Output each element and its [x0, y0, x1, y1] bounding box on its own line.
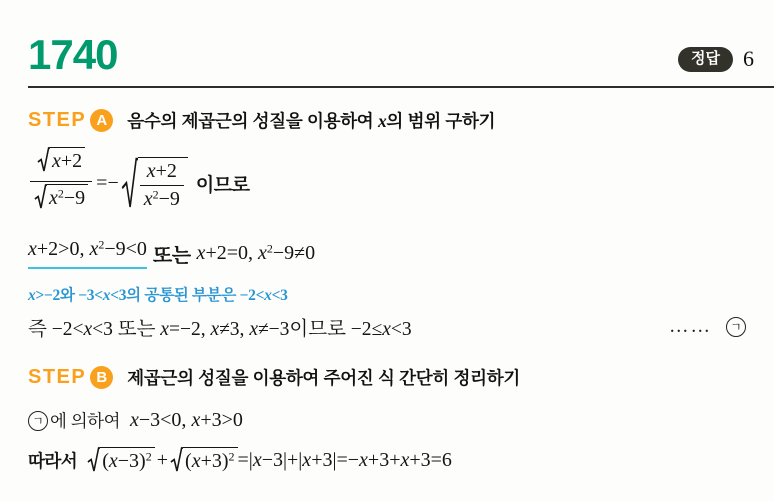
answer-area	[678, 46, 754, 76]
step-b-badge: B	[90, 366, 113, 389]
radical-sign-icon	[121, 157, 138, 211]
equation-sqrt-identity	[28, 149, 774, 218]
radical: $(x+3)^2$	[170, 447, 238, 473]
big-radical	[121, 157, 188, 211]
radical-sign-icon	[34, 184, 47, 210]
fraction-right: $\frac{x+2}{x^2-9}$	[140, 160, 184, 211]
radical-sign-icon	[170, 447, 183, 473]
radical-sign-icon	[87, 447, 100, 473]
step-b-label: STEP	[28, 366, 87, 388]
step-a-title: 음수의 제곱근의 성질을 이용하여 x의 범위 구하기	[127, 111, 496, 131]
line-by-reference	[28, 408, 774, 433]
ellipsis-dots: ……	[669, 316, 712, 337]
connector-or: 또는	[152, 245, 191, 267]
equation-final	[28, 447, 774, 473]
equation-conditions	[28, 238, 774, 269]
answer-value: 6	[743, 46, 754, 71]
reference-mark-giyeok: ㄱ	[28, 411, 48, 431]
sign-conditions: x−3<0, x+3>0	[129, 409, 243, 431]
therefore-text: 따라서	[28, 450, 78, 471]
step-a-label: STEP	[28, 109, 87, 131]
radical-sign-icon	[37, 147, 50, 173]
problem-number: 1740	[28, 31, 118, 78]
fraction-left	[30, 147, 92, 216]
underlined-conditions: x+2>0, $x^2-9<0$	[28, 238, 147, 269]
step-b-heading	[28, 365, 774, 390]
rest-conditions: x+2=0, $x^2-9\ne 0$	[196, 241, 316, 264]
by-reference-text: 에 의하여	[50, 411, 120, 431]
radical: $x^2-9$	[34, 184, 88, 210]
final-result: =|x−3|+|x+3|=−x+3+x+3=6	[237, 448, 452, 471]
answer-badge: 정답	[678, 47, 733, 72]
plus-operator: +	[156, 448, 169, 471]
eq1-suffix: 이므로	[195, 175, 250, 196]
radical: x+2	[37, 147, 85, 173]
reference-mark-giyeok: ㄱ	[726, 317, 746, 337]
radical: $(x-3)^2$	[87, 447, 155, 473]
header	[28, 31, 774, 78]
range-text: 즉 −2<x<3 또는 x=−2, x≠3, x≠−3이므로 −2≤x<3	[28, 319, 412, 340]
step-a-heading	[28, 108, 774, 133]
equals-minus: =−	[96, 172, 119, 194]
common-range-note: x>−2와 −3<x<3의 공통된 부분은 −2<x<3	[28, 287, 288, 304]
header-divider	[28, 86, 774, 88]
step-a-badge: A	[90, 109, 113, 132]
step-b-title: 제곱근의 성질을 이용하여 주어진 식 간단히 정리하기	[127, 368, 520, 388]
equation-range-result	[28, 313, 774, 341]
